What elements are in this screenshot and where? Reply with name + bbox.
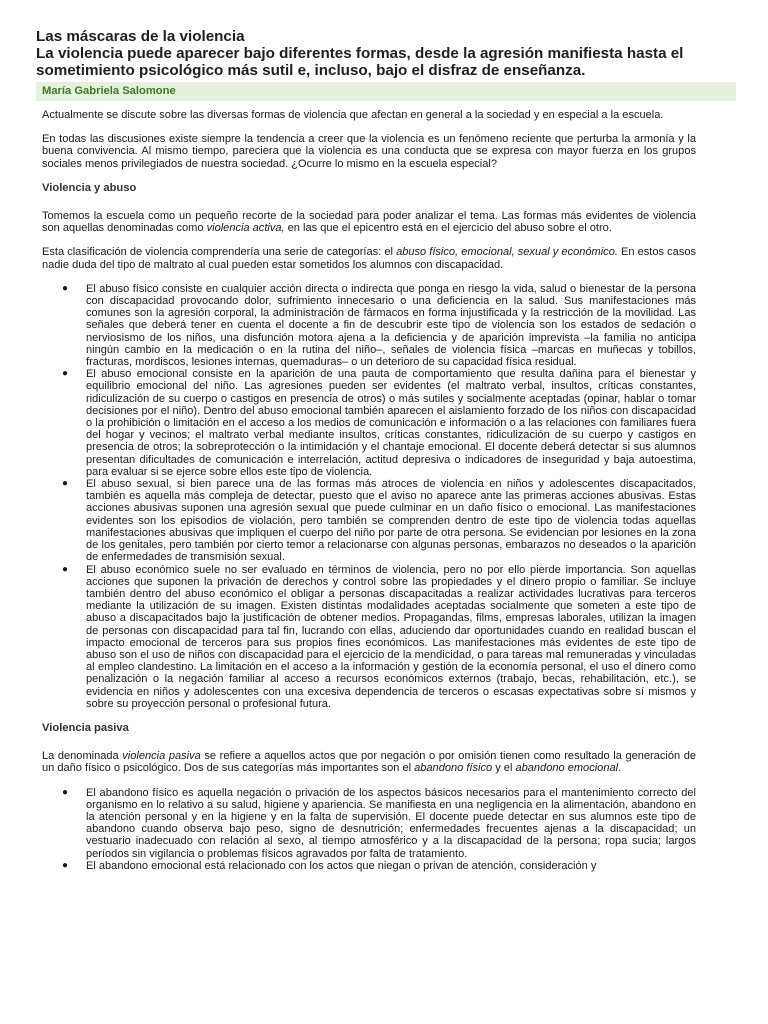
list-item-abuso-emocional: ● El abuso emocional consiste en la aparición de una pauta de comportamiento que resulta dañina para el bienestar y equilibrio emocional del niño. Las agresiones pueden ser evidentes (el maltrato verbal, insultos, críticas constantes, ridiculización de su cuerpo o castigos en presencia de otros) o más sutiles y socialmente aceptadas (opinar, hablar o tomar decisiones por el niño). Dentro del abuso emocional también aparecen el aislamiento forzado de los niños con discapacidad o la prohibición o limitación en el acceso a los medios de comunicación e información o a las relaciones con familiares fuera del hogar y vecinos; el maltrato verbal mediante insultos, críticas constantes, ridiculización de su cuerpo y castigos en presencia de otros; la sobreprotección o la intimidación y el chantaje emocional. El docente deberá detectar si sus alumnos presentan dificultades de comunicación e interrelación, actitud depresiva o indicadores de inseguridad y baja autoestima, para evaluar si se ejerce sobre ellos este tipo de violencia. — [62, 368, 696, 478]
intro-paragraph-2: En todas las discusiones existe siempre la tendencia a creer que la violencia es un fenómeno reciente que perturba la armonía y la buena convivencia. Al mismo tiempo, pareciera que la violencia es una conducta que se expresa con mayor fuerza en los grupos sociales menos privilegiados de nuestra sociedad. ¿Ocurre lo mismo en la escuela especial? — [42, 133, 696, 170]
bullet-icon: ● — [62, 478, 69, 490]
list-item-abandono-emocional: ● El abandono emocional está relacionado con los actos que niegan o privan de atención, consideración y — [62, 859, 597, 872]
bullet-icon: ● — [62, 282, 69, 294]
bullet-icon: ● — [62, 563, 69, 575]
section2-paragraph-1: La denominada violencia pasiva se refiere a aquellos actos que por negación o por omisión tienen como resultado la generación de un daño físico o psicológico. Dos de sus categorías más importantes son el abandono físico y el abandono emocional. — [42, 750, 696, 775]
section1-paragraph-1: Tomemos la escuela como un pequeño recorte de la sociedad para poder analizar el tema. Las formas más evidentes de violencia son aquellas denominadas como violencia activa, en las que el epicentro está en el ejercicio del abuso sobre el otro. — [42, 210, 696, 235]
list-item-abandono-fisico: ● El abandono físico es aquella negación o privación de los aspectos básicos necesarios para el mantenimiento correcto del organismo en lo relativo a su salud, higiene y apariencia. Se manifiesta en una negligencia en la alimentación, abandono en la atención personal y en la higiene y en la falta de supervisión. El docente puede detectar en sus alumnos este tipo de abandono cuando observa bajo peso, signo de desnutrición; enfermedades frecuentes ajenas a la discapacidad; un vestuario inadecuado con relación al sexo, al tiempo atmosférico y a la discapacidad de la persona; ropa sucia; largos períodos sin vigilancia o problemas físicos agravados por falta de tratamiento. — [62, 786, 696, 860]
bullet-icon: ● — [62, 859, 69, 871]
abandono-types-list — [42, 787, 696, 872]
list-item-abuso-economico: ● El abuso económico suele no ser evaluado en términos de violencia, pero no por ello pierde importancia. Son aquellas acciones que suponen la privación de derechos y control sobre las propiedades y el dinero propio o familiar. Se incluye también dentro del abuso económico el obligar a personas discapacitadas a realizar actividades lucrativas para terceros mediante la utilización de su imagen. Existen distintas modalidades aceptadas socialmente que someten a este tipo de abuso a discapacitados bajo la justificación de obtener medios. Propagandas, films, empresas laborales, utilizan la imagen de personas con discapacidad para tal fin, lucrando con ellas, aduciendo dar oportunidades cuando en realidad buscan el impacto emocional de terceros para sus propios fines económicos. Las manifestaciones más evidentes de este tipo de abuso son el uso de niños con discapacidad para el ejercicio de la mendicidad, o para tareas mal remuneradas y vinculadas al empleo clandestino. La limitación en el acceso a la información y gestión de la economía personal, el uso el dinero como penalización o la negación familiar al acceso a recursos económicos externos (trabajo, becas, rehabilitación, etc.), se evidencia en niños y adolescentes con una excesiva dependencia de terceros o escasas expectativas sobre sí mismos y sobre su proyección personal o profesional futura. — [62, 563, 696, 710]
section1-paragraph-2: Esta clasificación de violencia comprendería una serie de categorías: el abuso físico, emocional, sexual y económico. En estos casos nadie duda del tipo de maltrato al cual pueden estar sometidos los alumnos con discapacidad. — [42, 246, 697, 271]
bullet-icon: ● — [62, 368, 69, 380]
bullet-icon: ● — [62, 786, 69, 798]
author-byline: María Gabriela Salomone — [36, 82, 736, 101]
article-header — [0, 0, 768, 101]
intro-paragraph-1: Actualmente se discute sobre las diversas formas de violencia que afectan en general a la sociedad y en especial a la escuela. — [42, 109, 664, 121]
section-heading-violencia-y-abuso: Violencia y abuso — [42, 181, 137, 194]
list-item-abuso-fisico: ● El abuso físico consiste en cualquier acción directa o indirecta que ponga en riesgo la vida, salud o bienestar de la persona con discapacidad provocando dolor, sufrimiento innecesario o una deficiencia en la salud. Sus manifestaciones más comunes son la agresión corporal, la administración de fármacos en forma injustificada y la restricción de la movilidad. Las señales que deberá tener en cuenta el docente a fin de descubrir este tipo de violencia son los estados de sedación o nerviosismo de los niños, una disfunción motora ajena a la deficiencia y de aparición imprevista –la familia no anticipa ningún cambio en la medicación o en la rutina del niño–, señales de violencia física –marcas en muñecas y tobillos, fracturas, mordiscos, lesiones internas, quemaduras– o un deterioro de su capacidad física residual. — [62, 282, 696, 369]
section-heading-violencia-pasiva: Violencia pasiva — [42, 721, 129, 734]
article-body — [0, 101, 768, 872]
article-title — [36, 28, 736, 79]
title-main: Las máscaras de la violencia — [36, 28, 245, 45]
abuse-types-list — [42, 283, 696, 710]
title-subtitle: La violencia puede aparecer bajo diferentes formas, desde la agresión manifiesta hasta el sometimiento psicológico más sutil e, incluso, bajo el disfraz de enseñanza. — [36, 45, 684, 79]
list-item-abuso-sexual: ● El abuso sexual, si bien parece una de las formas más atroces de violencia en niños y adolescentes discapacitados, también es aquella más compleja de detectar, puesto que el aviso no aparece ante las primeras acciones abusivas. Estas acciones abusivas suponen una agresión sexual que puede culminar en un daño físico o emocional. Las manifestaciones evidentes son los episodios de violación, pero también se comprenden dentro de este tipo de violencia todas aquellas manifestaciones abusivas que impliquen el cuerpo del niño por parte de otra persona. Se evidencian por lesiones en la zona de los genitales, pero también por cierto temor a relacionarse con algunas personas, embarazos no deseados o la aparición de enfermedades de transmisión sexual. — [62, 478, 696, 564]
